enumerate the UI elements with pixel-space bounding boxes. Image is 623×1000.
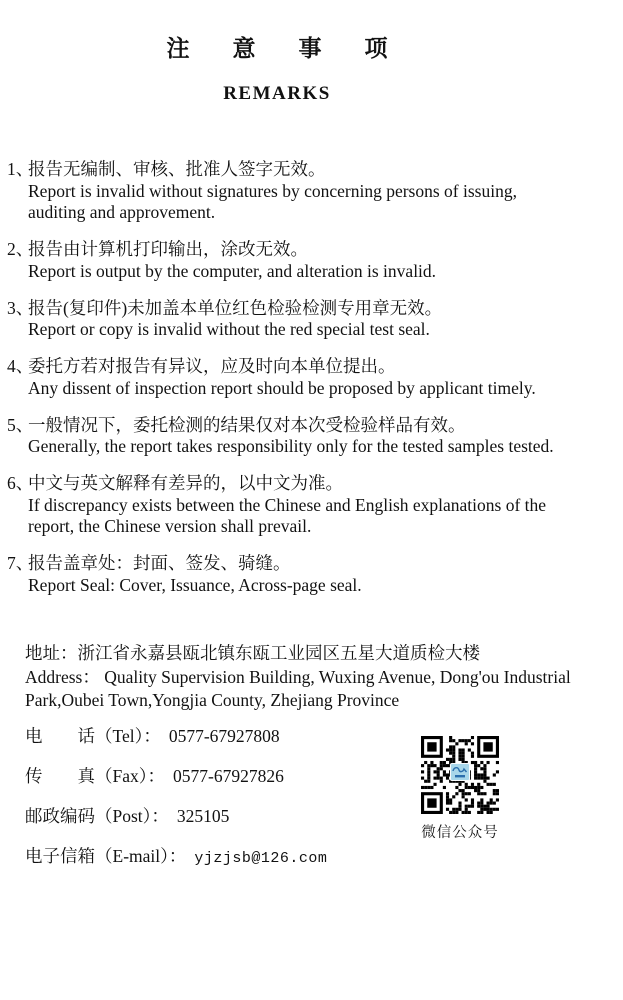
contact-row-email (25, 846, 623, 869)
remark-item-1 (0, 159, 623, 224)
qr-caption: 微信公众号 (421, 825, 499, 841)
item-text-en: report, the Chinese version shall prevail. (28, 516, 312, 537)
email-label: 电子信箱（E-mail）： (25, 845, 187, 866)
item-text-zh: 报告(复印件)未加盖本单位红色检验检测专用章无效。 (28, 297, 443, 318)
address-en: Address： Quality Supervision Building, Wuxing Avenue, Dong'ou Industrial (25, 666, 571, 687)
item-text-en: Any dissent of inspection report should be proposed by applicant timely. (28, 377, 536, 398)
address-block (25, 642, 623, 713)
item-text-en: Report is invalid without signatures by concerning persons of issuing, (28, 180, 517, 201)
item-text-en: Report Seal: Cover, Issuance, Across-page seal. (28, 574, 362, 595)
item-text-en: If discrepancy exists between the Chinese and English explanations of the (28, 494, 547, 515)
item-number: 1、 (7, 159, 34, 180)
item-text-en: Report is output by the computer, and alteration is invalid. (28, 260, 437, 281)
remark-item-5 (0, 415, 623, 458)
contact-row-fax (25, 766, 623, 787)
contact-row-tel (25, 726, 623, 747)
qr-block (421, 735, 499, 842)
item-text-zh: 一般情况下，委托检测的结果仅对本次受检验样品有效。 (28, 414, 466, 435)
contact-row-post (25, 806, 623, 827)
remarks-list (0, 159, 623, 596)
fax-label: 传 真（Fax）： (25, 765, 165, 786)
item-number: 4、 (7, 356, 34, 377)
post-value: 325105 (176, 805, 230, 826)
item-number: 2、 (7, 239, 34, 260)
remark-item-7 (0, 553, 623, 596)
tel-value: 0577-67927808 (168, 725, 280, 746)
title-block (0, 0, 554, 105)
page-title-zh: 注意事项 (166, 36, 431, 61)
item-text-zh: 报告无编制、审核、批准人签字无效。 (28, 159, 326, 180)
item-number: 5、 (7, 414, 34, 435)
item-text-zh: 报告由计算机打印输出，涂改无效。 (28, 239, 308, 260)
item-text-zh: 委托方若对报告有异议，应及时向本单位提出。 (28, 356, 396, 377)
qr-center-logo (450, 763, 470, 781)
logo-bar (455, 775, 465, 777)
page-title-en: REMARKS (223, 83, 331, 105)
item-text-en: Report or copy is invalid without the red special test seal. (28, 319, 430, 340)
contact-block (25, 726, 623, 869)
item-text-en: auditing and approvement. (28, 202, 216, 223)
address-en: Park,Oubei Town,Yongjia County, Zhejiang Province (25, 690, 400, 711)
item-text-zh: 报告盖章处：封面、签发、骑缝。 (28, 553, 291, 574)
item-text-zh: 中文与英文解释有差异的，以中文为准。 (28, 473, 343, 494)
item-number: 7、 (7, 553, 34, 574)
address-zh: 地址：浙江省永嘉县瓯北镇东瓯工业园区五星大道质检大楼 (25, 643, 480, 664)
remark-item-4 (0, 356, 623, 399)
item-text-en: Generally, the report takes responsibility only for the tested samples tested. (28, 436, 554, 457)
item-number: 6、 (7, 473, 34, 494)
tel-label: 电 话（Tel）： (25, 725, 161, 746)
remark-item-6 (0, 473, 623, 538)
remark-item-3 (0, 298, 623, 341)
email-value: yjzjsb@126.com (194, 849, 328, 867)
post-label: 邮政编码（Post）： (25, 805, 169, 826)
logo-squiggle (453, 768, 467, 772)
qr-code-icon (421, 735, 499, 815)
remark-item-2 (0, 239, 623, 282)
fax-value: 0577-67927826 (173, 765, 284, 786)
item-number: 3、 (7, 297, 34, 318)
